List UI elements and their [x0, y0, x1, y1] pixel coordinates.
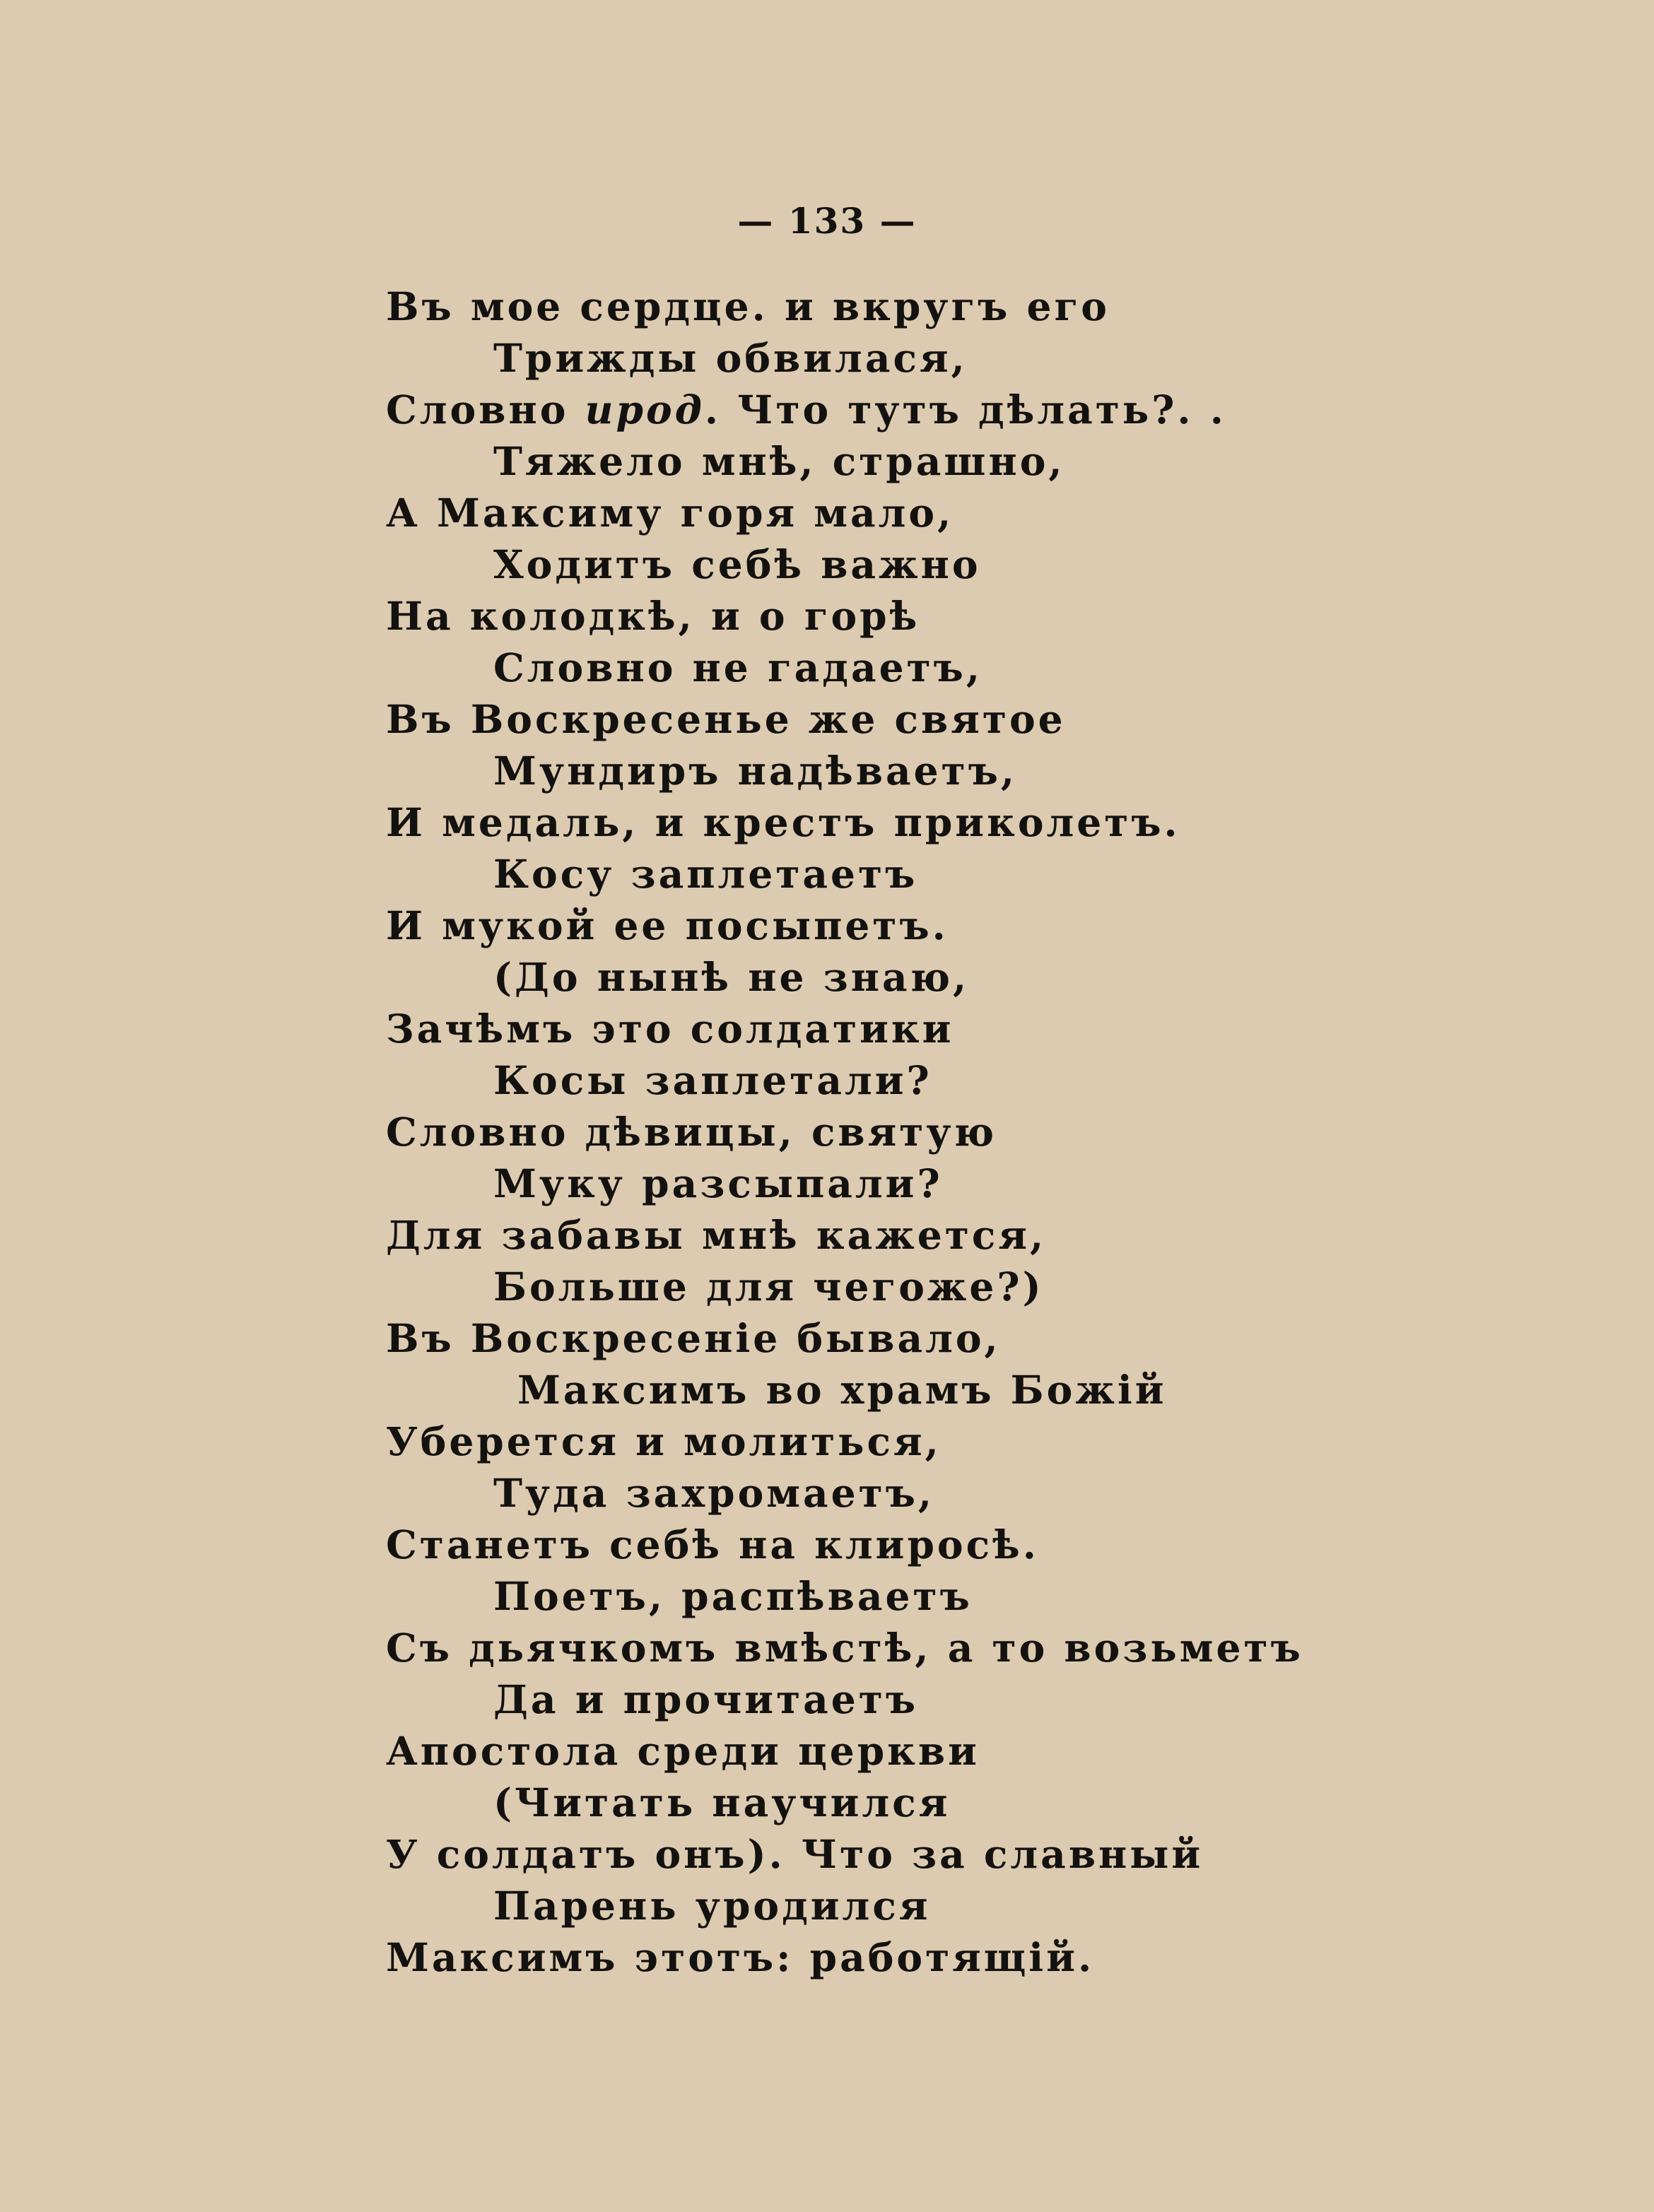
poem-line: Для забавы мнѣ кажется, [386, 1212, 1047, 1258]
poem-line: Трижды обвилася, [493, 335, 968, 381]
poem-line: Въ Воскресенье же святое [386, 696, 1066, 742]
poem-line-text: Словно [386, 387, 585, 433]
poem-line: Косу заплетаетъ [493, 851, 918, 897]
poem-line: Станетъ себѣ на клиросѣ. [386, 1522, 1039, 1567]
poem-line: Максимъ во храмъ Божій [517, 1367, 1167, 1413]
poem-line: (До нынѣ не знаю, [493, 954, 970, 1000]
poem-line: Зачѣмъ это солдатики [386, 1006, 954, 1052]
poem-line: Парень уродился [493, 1883, 931, 1929]
page-number: — 133 — [737, 200, 917, 242]
poem-line: Апостола среди церкви [386, 1728, 980, 1774]
poem-line: (Читать научился [493, 1779, 951, 1825]
poem-line: Тяжело мнѣ, страшно, [493, 438, 1065, 484]
poem-line: Да и прочитаетъ [493, 1676, 919, 1722]
poem-line: Муку разсыпали? [493, 1160, 943, 1206]
poem-line: Поетъ, распѣваетъ [493, 1573, 973, 1619]
poem-line: Максимъ этотъ: работящій. [386, 1934, 1095, 1980]
poem-line: На колодкѣ, и о горѣ [386, 593, 920, 639]
italic-word: ирод [585, 387, 705, 433]
poem-line [386, 384, 1644, 435]
poem-line: Въ мое сердце. и вкругъ его [386, 283, 1110, 329]
poem-line: Словно дѣвицы, святую [386, 1109, 997, 1155]
poem-line: И мукой ее посыпетъ. [386, 902, 949, 948]
poem-text [386, 281, 1644, 1983]
poem-line: Въ Воскресеніе бывало, [386, 1315, 1001, 1361]
poem-line: А Максиму горя мало, [386, 490, 954, 536]
poem-line: Туда захромаетъ, [493, 1470, 935, 1516]
poem-line: Ходитъ себѣ важно [493, 541, 981, 587]
poem-line-text: . Что тутъ дѣлать?. . [704, 387, 1226, 433]
poem-line: Косы заплетали? [493, 1057, 932, 1103]
poem-line: И медаль, и крестъ приколетъ. [386, 799, 1180, 845]
poem-line: Съ дьячкомъ вмѣстѣ, а то возьметъ [386, 1625, 1303, 1671]
poem-line: Уберется и молиться, [386, 1418, 942, 1464]
poem-line: Словно не гадаетъ, [493, 645, 983, 690]
poem-line: Мундиръ надѣваетъ, [493, 748, 1018, 794]
poem-line: Больше для чегоже?) [493, 1264, 1044, 1310]
poem-line: У солдатъ онъ). Что за славный [386, 1831, 1204, 1877]
